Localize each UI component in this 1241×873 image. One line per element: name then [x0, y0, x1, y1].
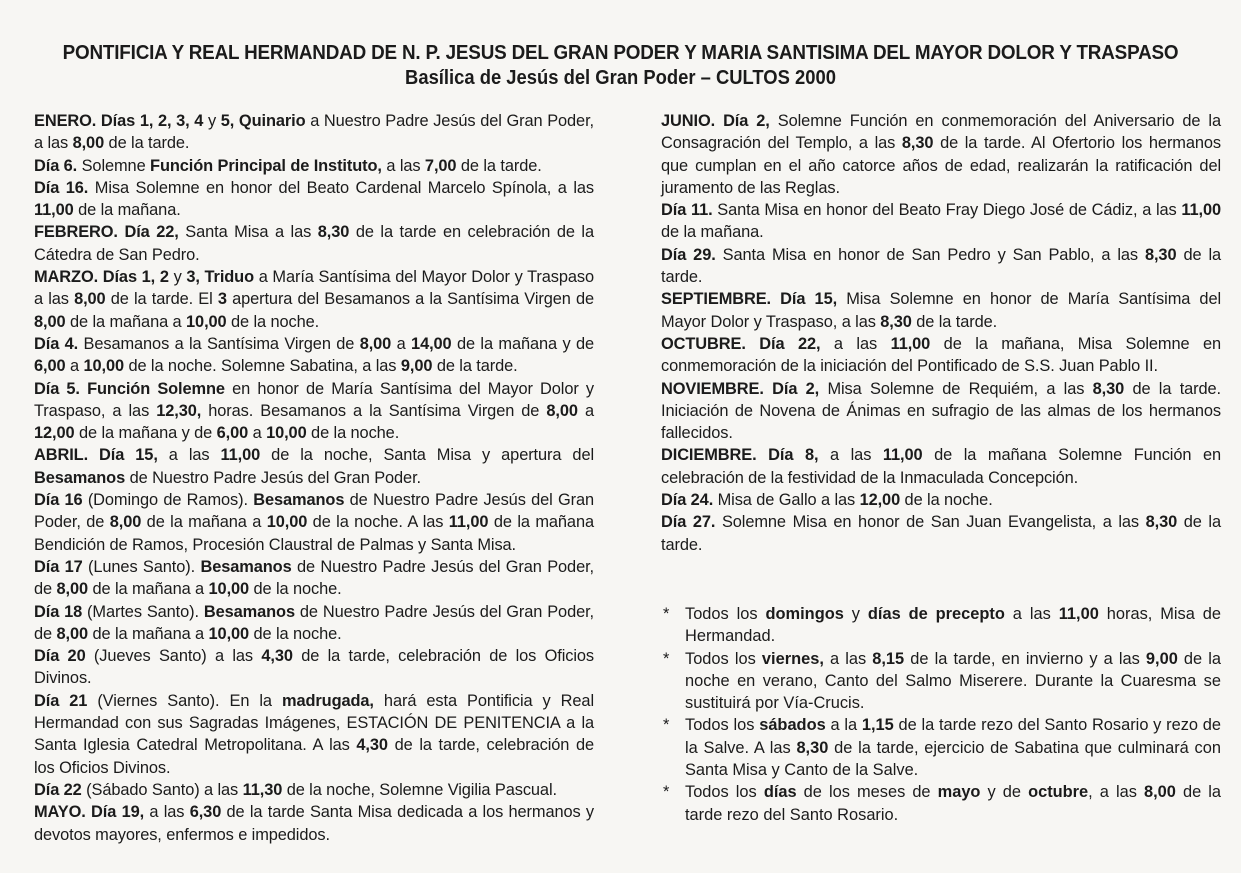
text-run: a las — [157, 446, 221, 465]
bold-text: 12,00 — [859, 491, 901, 510]
text-run: de la tarde. Al Ofertorio los hermanos que cumplan en el año catorce años de edad, realizarán la ratificación del juramento de las Reglas. — [661, 134, 1222, 197]
bold-text: SEPTIEMBRE. Día 15, — [661, 290, 838, 309]
bold-text: FEBRERO. Día 22, — [34, 223, 179, 242]
text-run: Santa Misa a las — [178, 223, 318, 242]
text-run: a las — [1004, 605, 1059, 623]
text-run: de la tarde. — [911, 312, 998, 331]
bold-text: 9,00 — [1145, 649, 1178, 668]
text-run: Todos los — [685, 716, 760, 735]
bold-text: ENERO. Días 1, 2, 3, 4 — [34, 112, 208, 130]
note-item — [661, 781, 1221, 826]
text-run: a las — [820, 334, 891, 353]
notes-list — [661, 603, 1221, 826]
text-run: (Sábado Santo) a las — [81, 780, 243, 799]
bold-text: 9,00 — [400, 357, 433, 376]
text-run: de la noche, Santa Misa y apertura del — [260, 446, 595, 465]
text-run: en honor de María Santísima del Mayor Dolor y Traspaso, a las — [34, 379, 594, 420]
text-run: y — [208, 112, 221, 130]
bold-text: 11,00 — [448, 513, 489, 532]
text-run: a la — [825, 716, 862, 735]
schedule-entry — [34, 177, 594, 222]
schedule-entry — [34, 779, 594, 801]
bold-text: 8,00 — [109, 513, 142, 532]
text-run: de la noche. — [226, 312, 320, 331]
bold-text: 11,00 — [1181, 201, 1221, 220]
bold-text: JUNIO. Día 2, — [661, 112, 770, 130]
schedule-entry — [34, 110, 594, 155]
text-run: de la tarde. Iniciación de Novena de Ánimas en sufragio de las almas de los hermanos fallecidos. — [661, 379, 1222, 443]
bold-text: mayo — [937, 783, 981, 802]
bold-text: 4,30 — [356, 736, 388, 755]
text-run: de la tarde en celebración de la Cátedra de San Pedro. — [34, 223, 594, 264]
bold-text: 6,00 — [34, 357, 66, 376]
schedule-entry — [34, 690, 594, 779]
bold-text: 10,00 — [83, 357, 124, 376]
bold-text: 11,30 — [242, 780, 283, 799]
schedule-entry — [661, 199, 1221, 244]
bold-text: Día 21 — [34, 691, 88, 710]
text-run: Misa de Gallo a las — [713, 491, 860, 510]
schedule-entry — [34, 556, 594, 601]
text-run: de la tarde, en invierno y a las — [904, 649, 1146, 668]
bold-text: días de precepto — [867, 605, 1005, 623]
bold-text: MAYO. Día 19, — [34, 803, 145, 822]
text-run: de la mañana Bendición de Ramos, Procesión Claustral de Palmas y Santa Misa. — [34, 513, 594, 554]
text-run: a las — [823, 649, 873, 668]
text-run: de la tarde Santa Misa dedicada a los hermanos y devotos mayores, enfermos e impedidos. — [34, 803, 595, 844]
text-run: de la mañana. — [661, 223, 764, 242]
bold-text: 8,00 — [74, 290, 106, 309]
bold-text: días — [763, 783, 797, 802]
bold-text: 8,00 — [56, 624, 89, 643]
bold-text: domingos — [765, 605, 844, 623]
bold-text: 1,15 — [861, 716, 894, 735]
text-run: de los meses de — [796, 783, 938, 802]
text-run: de la mañana. — [73, 201, 181, 220]
text-run: de la tarde, celebración de los Oficios Divinos. — [34, 647, 594, 688]
note-text — [685, 648, 1221, 715]
text-run: y de — [980, 783, 1029, 802]
note-item — [661, 648, 1221, 715]
schedule-entry — [34, 155, 594, 177]
bold-text: Día 6. — [34, 156, 78, 175]
text-run: de Nuestro Padre Jesús del Gran Poder, de — [34, 602, 595, 643]
document-subtitle: Basílica de Jesús del Gran Poder – CULTOS 2000 — [405, 67, 836, 89]
bold-text: 7,00 — [424, 156, 457, 175]
text-run: a las — [381, 156, 425, 175]
text-run: de la mañana, Misa Solemne en conmemoración de la iniciación del Pontificado de S.S. Juan Pablo II. — [661, 334, 1221, 376]
text-run: Todos los — [685, 649, 762, 668]
bold-text: 8,00 — [1143, 783, 1176, 802]
text-run: Solemne — [77, 156, 151, 175]
bold-text: 11,00 — [1058, 605, 1099, 623]
text-run: de la mañana Solemne Función en celebración de la festividad de la Inmaculada Concepción. — [661, 446, 1222, 487]
note-text — [685, 781, 1221, 826]
bold-text: Día 4. — [34, 334, 79, 353]
left-column — [34, 110, 594, 846]
text-run: de Nuestro Padre Jesús del Gran Poder, de — [34, 491, 594, 532]
bold-text: 6,30 — [189, 803, 222, 822]
bold-text: 10,00 — [266, 513, 308, 532]
bold-text: Día 20 — [34, 647, 86, 666]
bold-text: Besamanos — [203, 602, 295, 621]
bold-text: Día 29. — [661, 245, 716, 264]
text-run: a — [391, 334, 412, 353]
schedule-entry — [661, 244, 1221, 289]
text-run: de la mañana a — [88, 580, 209, 599]
text-run: de la tarde. — [661, 245, 1222, 287]
bold-text: 8,30 — [880, 312, 912, 331]
text-run: Misa Solemne de Requiém, a las — [819, 379, 1093, 398]
bold-text: 8,30 — [1144, 245, 1177, 264]
text-run: y — [843, 605, 868, 623]
text-run: de la noche, Solemne Vigilia Pascual. — [282, 780, 557, 799]
bold-text: 8,00 — [546, 401, 578, 420]
schedule-entry — [661, 511, 1221, 556]
bold-text: Día 18 — [34, 602, 83, 621]
bold-text: 8,00 — [56, 580, 89, 599]
text-run: de la noche en verano, Canto del Salmo Miserere. Durante la Cuaresma se sustituirá por Vía-Crucis. — [685, 649, 1222, 713]
text-run: (Viernes Santo). En la — [87, 691, 282, 710]
bold-text: 3 — [217, 290, 227, 309]
bold-text: 8,30 — [317, 223, 350, 242]
bold-text: 10,00 — [186, 312, 227, 331]
text-run: a — [577, 401, 594, 420]
text-run: de la mañana a — [65, 312, 187, 331]
bold-text: 12,30, — [156, 401, 202, 420]
schedule-entry — [34, 645, 594, 690]
bold-text: 3, Triduo — [186, 268, 255, 287]
text-run: de Nuestro Padre Jesús del Gran Poder, de — [34, 557, 594, 599]
text-run: hará esta Pontificia y Real Hermandad con sus Sagradas Imágenes, ESTACIÓN DE PENITENCIA a la Santa Iglesia Catedral Metropolitana. A las — [34, 691, 594, 755]
text-run: de la noche. — [900, 491, 993, 510]
schedule-entry — [661, 444, 1221, 489]
schedule-entry — [34, 221, 594, 266]
right-column — [661, 110, 1221, 556]
bold-text: 11,00 — [220, 446, 261, 465]
text-run: Misa Solemne en honor del Beato Cardenal Marcelo Spínola, a las — [88, 178, 594, 197]
text-run: horas, Misa de Hermandad. — [685, 605, 1221, 646]
bold-text: 11,00 — [882, 446, 923, 465]
schedule-entry — [34, 444, 594, 489]
schedule-entry — [34, 801, 594, 846]
text-run: de la noche. Solemne Sabatina, a las — [123, 357, 401, 376]
text-run: a María Santísima del Mayor Dolor y Traspaso a las — [34, 268, 594, 309]
text-run: de la tarde. El — [105, 290, 218, 309]
text-run: horas. Besamanos a la Santísima Virgen de — [201, 401, 547, 420]
text-run: de la mañana y de — [74, 424, 217, 443]
bold-text: Día 11. — [661, 201, 713, 220]
text-run: de la mañana a — [88, 624, 209, 643]
bold-text: 4,30 — [261, 647, 293, 666]
bold-text: Día 16. — [34, 178, 89, 197]
text-run: de la tarde rezo del Santo Rosario. — [685, 783, 1221, 824]
bold-text: Besamanos — [200, 557, 292, 576]
text-run: Todos los — [685, 605, 766, 623]
text-run: Santa Misa en honor del Beato Fray Diego José de Cádiz, a las — [712, 201, 1182, 220]
text-run: de la tarde. — [456, 156, 542, 175]
text-run: a — [65, 357, 84, 376]
bold-text: 5, Quinario — [220, 112, 306, 130]
asterisk-marker: * — [663, 605, 670, 623]
bold-text: 8,00 — [359, 334, 392, 353]
text-run: de la noche. — [306, 424, 400, 443]
bold-text: 14,00 — [411, 334, 452, 353]
bold-text: 8,30 — [796, 738, 829, 757]
bold-text: 6,00 — [216, 424, 249, 443]
bold-text: Besamanos — [34, 468, 126, 487]
text-run: Santa Misa en honor de San Pedro y San Pablo, a las — [715, 245, 1145, 264]
note-item — [661, 603, 1221, 648]
text-run: a — [248, 424, 267, 443]
text-run: Besamanos a la Santísima Virgen de — [78, 334, 360, 353]
text-run: de la tarde, ejercicio de Sabatina que culminará con Santa Misa y Canto de la Salve. — [685, 738, 1221, 780]
bold-text: DICIEMBRE. Día 8, — [661, 446, 819, 465]
bold-text: Día 22 — [34, 780, 82, 799]
bold-text: 8,00 — [34, 312, 66, 331]
bold-text: 8,30 — [901, 134, 934, 153]
bold-text: OCTUBRE. Día 22, — [661, 334, 821, 353]
text-run: de la tarde, celebración de los Oficios Divinos. — [34, 736, 594, 777]
note-text — [685, 603, 1221, 648]
asterisk-marker: * — [663, 783, 670, 802]
text-run: de la noche. — [249, 624, 342, 643]
note-text — [685, 714, 1221, 781]
document-header — [0, 40, 1241, 90]
bold-text: madrugada, — [281, 691, 374, 710]
bold-text: 10,00 — [208, 580, 250, 599]
text-run: y — [173, 268, 187, 287]
text-run: de la noche. — [249, 580, 342, 599]
schedule-entry — [661, 110, 1221, 199]
schedule-entry — [34, 333, 594, 378]
schedule-entry — [661, 489, 1221, 511]
text-run: de la mañana a — [141, 513, 267, 532]
bold-text: MARZO. Días 1, 2 — [34, 268, 174, 287]
text-run: apertura del Besamanos a la Santísima Virgen de — [226, 290, 594, 309]
bold-text: 11,00 — [890, 334, 931, 353]
text-run: de la tarde. — [661, 513, 1221, 554]
text-run: de la noche. A las — [307, 513, 449, 532]
schedule-entry — [661, 378, 1221, 445]
bold-text: 10,00 — [266, 424, 307, 443]
text-run: a Nuestro Padre Jesús del Gran Poder, a las — [34, 112, 594, 153]
schedule-entry — [34, 266, 594, 333]
text-run: de la tarde rezo del Santo Rosario y rezo de la Salve. A las — [685, 716, 1221, 757]
schedule-entry — [661, 333, 1221, 378]
text-run: Solemne Función en conmemoración del Aniversario de la Consagración del Templo, a las — [661, 112, 1221, 153]
schedule-entry — [34, 601, 594, 646]
bold-text: 8,00 — [72, 134, 105, 153]
bold-text: 12,00 — [34, 424, 75, 443]
bold-text: octubre — [1028, 783, 1089, 802]
bold-text: 10,00 — [208, 624, 250, 643]
text-run: Misa Solemne en honor de María Santísima del Mayor Dolor y Traspaso, a las — [661, 290, 1222, 331]
bold-text: Besamanos — [253, 491, 345, 510]
schedule-entry — [34, 378, 594, 445]
bold-text: ABRIL. Día 15, — [34, 446, 158, 465]
bold-text: 8,30 — [1145, 513, 1178, 532]
text-run: de la tarde. — [104, 134, 190, 153]
text-run: de la mañana y de — [451, 334, 594, 353]
text-run: (Lunes Santo). — [82, 557, 201, 576]
text-run: (Martes Santo). — [82, 602, 204, 621]
text-run: Todos los — [685, 783, 764, 802]
text-run: de Nuestro Padre Jesús del Gran Poder. — [125, 468, 421, 487]
bold-text: NOVIEMBRE. Día 2, — [661, 379, 820, 398]
text-run: a las — [818, 446, 883, 465]
bold-text: 11,00 — [34, 201, 74, 220]
asterisk-marker: * — [663, 716, 670, 735]
bold-text: Día 27. — [661, 513, 716, 532]
bold-text: Día 17 — [34, 557, 83, 576]
text-run: Solemne Misa en honor de San Juan Evangelista, a las — [715, 513, 1146, 532]
bold-text: Día 16 — [34, 491, 83, 510]
bold-text: 8,15 — [872, 649, 905, 668]
text-run: de la tarde. — [432, 357, 518, 376]
bold-text: Día 5. Función Solemne — [34, 379, 225, 398]
note-item — [661, 714, 1221, 781]
text-run: (Jueves Santo) a las — [85, 647, 262, 666]
bold-text: Día 24. — [661, 491, 714, 510]
bold-text: Función Principal de Instituto, — [150, 156, 382, 175]
schedule-entry — [661, 288, 1221, 333]
text-run: , a las — [1088, 783, 1144, 802]
schedule-entry — [34, 489, 594, 556]
bold-text: viernes, — [761, 649, 824, 668]
bold-text: sábados — [759, 716, 826, 735]
text-run: (Domingo de Ramos). — [82, 491, 254, 510]
document-title: PONTIFICIA Y REAL HERMANDAD DE N. P. JESUS DEL GRAN PODER Y MARIA SANTISIMA DEL MAYOR DOLOR Y TRASPASO — [62, 41, 1179, 64]
asterisk-marker: * — [663, 649, 670, 668]
text-run: a las — [144, 803, 190, 822]
bold-text: 8,30 — [1092, 379, 1125, 398]
